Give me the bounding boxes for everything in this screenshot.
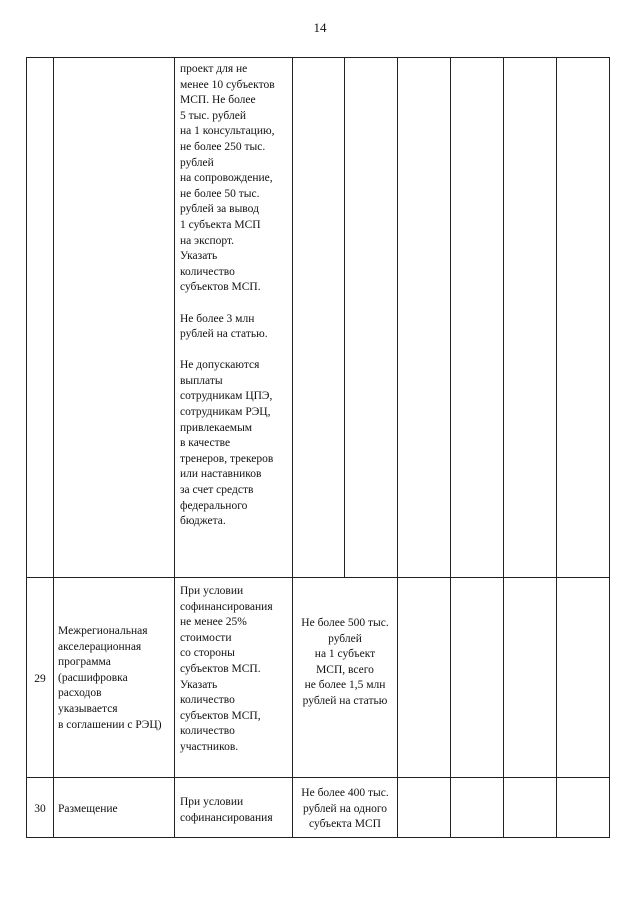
row-number-cell: 29 (34, 673, 46, 685)
table-border-top (26, 57, 610, 58)
col-divider-inner (344, 57, 345, 577)
col-divider (556, 57, 557, 838)
col-divider (292, 57, 293, 838)
table-border-left (26, 57, 27, 838)
row-limit-cell: Не более 400 тыс. рублей на одного субъекта МСП (301, 787, 389, 831)
table-border-right (609, 57, 610, 838)
row-conditions-cell: проект для не менее 10 субъектов МСП. Не более 5 тыс. рублей на 1 консультацию, не более 250 тыс. рублей на сопровождение, не более 50 тыс. рублей за вывод 1 субъекта МСП на экспорт. Указать количество субъектов МСП. Не более 3 млн рублей на статью. Не допускаются выплаты сотрудникам ЦПЭ, сотрудникам РЭЦ, привлекаемым в качестве тренеров, трекеров или наставников за счет средств федерального бюджета. (180, 63, 275, 528)
row-conditions-cell: При условии софинансирования не менее 25% стоимости со стороны субъектов МСП. Указать количество субъектов МСП, количество участников. (180, 585, 273, 753)
col-divider (450, 57, 451, 838)
row-number-cell: 30 (34, 803, 46, 815)
table-border-bottom (26, 837, 610, 838)
row-divider (26, 777, 610, 778)
col-divider (397, 57, 398, 838)
row-conditions-cell: При условии софинансирования (180, 796, 273, 824)
page-number: 14 (313, 20, 327, 35)
col-divider (503, 57, 504, 838)
row-name-cell: Размещение (58, 803, 118, 815)
row-name-cell: Межрегиональная акселерационная программа (расшифровка расходов указывается в соглашении с РЭЦ) (58, 625, 162, 731)
col-divider (53, 57, 54, 838)
row-divider (26, 577, 610, 578)
row-limit-cell: Не более 500 тыс. рублей на 1 субъект МСП, всего не более 1,5 млн рублей на статью (301, 617, 389, 707)
